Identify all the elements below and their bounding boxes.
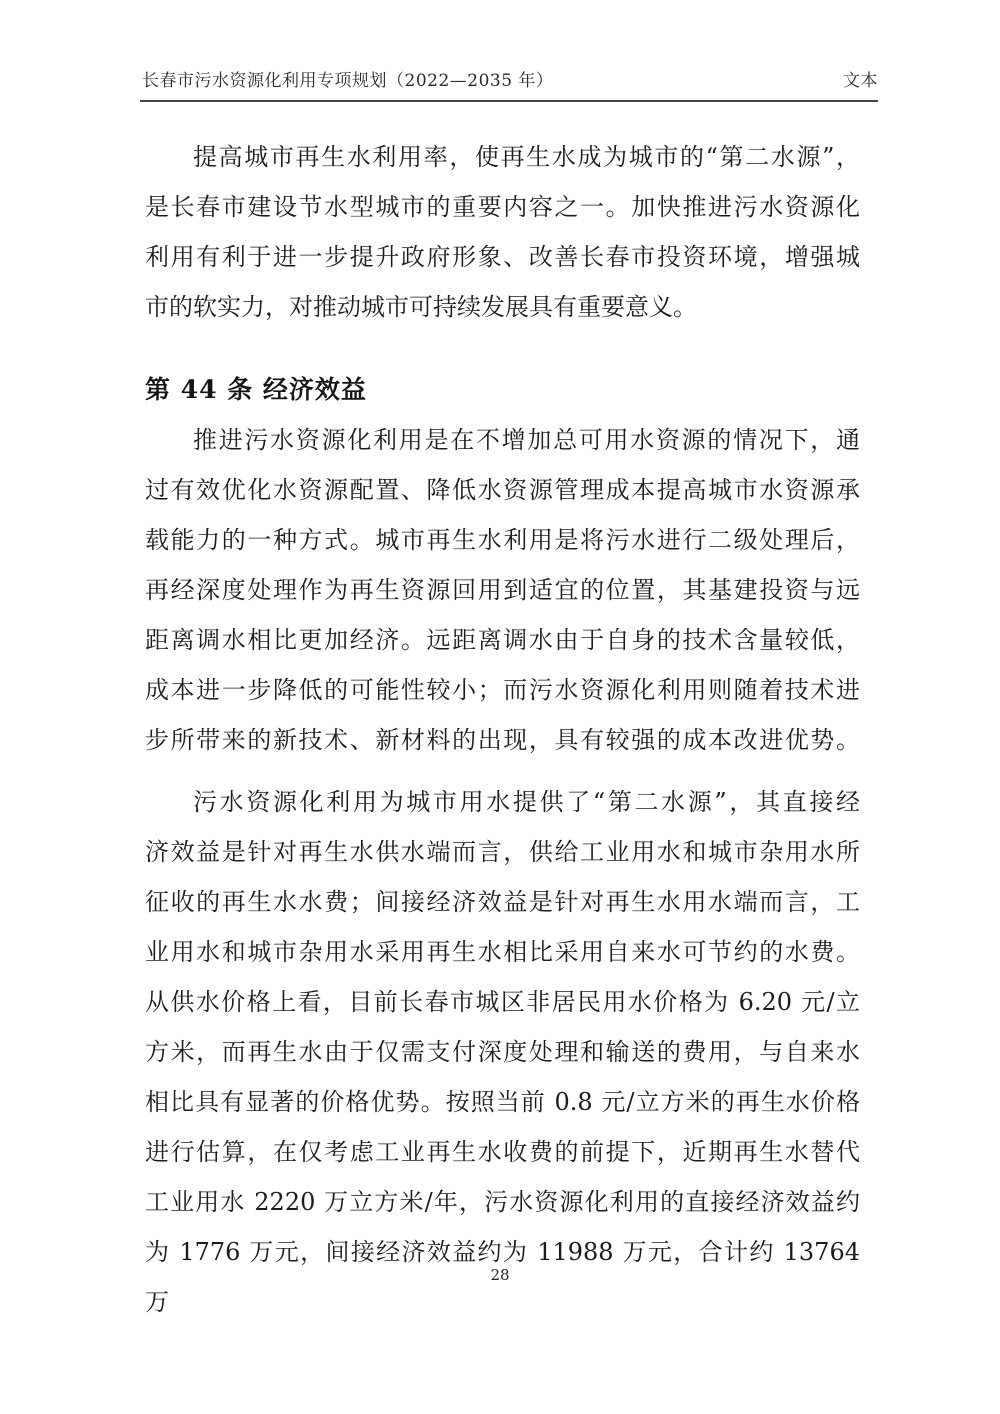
text-line: 推进污水资源化利用是在不增加总可用水资源的情况下，通 [193, 426, 860, 454]
page-number: 28 [490, 1266, 510, 1284]
paragraph-intro [145, 132, 860, 332]
header-doc-type-label: 文本 [843, 71, 878, 91]
page-footer [0, 1266, 1000, 1284]
text-line: 提高城市再生水利用率，使再生水成为城市的“第二水源”， [193, 143, 860, 171]
text-line: 载能力的一种方式。城市再生水利用是将污水进行二级处理后， [145, 526, 860, 554]
text-line: 再经深度处理作为再生资源回用到适宜的位置，其基建投资与远 [145, 576, 860, 604]
text-line: 步所带来的新技术、新材料的出现，具有较强的成本改进优势。 [145, 726, 860, 754]
page-header [142, 0, 878, 92]
text-line: 成本进一步降低的可能性较小；而污水资源化利用则随着技术进 [145, 676, 860, 704]
text-line: 方米，而再生水由于仅需支付深度处理和输送的费用，与自来水 [145, 1038, 860, 1066]
text-line: 过有效优化水资源配置、降低水资源管理成本提高城市水资源承 [145, 476, 860, 504]
text-line: 进行估算，在仅考虑工业再生水收费的前提下，近期再生水替代 [145, 1138, 860, 1166]
text-line: 从供水价格上看，目前长春市城区非居民用水价格为 6.20 元/立 [145, 988, 860, 1016]
text-line: 工业用水 2220 万立方米/年，污水资源化利用的直接经济效益约 [145, 1188, 860, 1216]
header-title: 长春市污水资源化利用专项规划（2022—2035 年） [142, 71, 554, 91]
section-heading-article-44: 第 44 条 经济效益 [145, 375, 367, 404]
text-line: 相比具有显著的价格优势。按照当前 0.8 元/立方米的再生水价格 [145, 1088, 860, 1116]
text-line: 业用水和城市杂用水采用再生水相比采用自来水可节约的水费。 [145, 938, 860, 966]
text-line: 距离调水相比更加经济。远距离调水由于自身的技术含量较低， [145, 626, 860, 654]
text-line: 为 1776 万元，间接经济效益约为 11988 万元，合计约 13764 万 [145, 1238, 860, 1316]
text-line: 污水资源化利用为城市用水提供了“第二水源”，其直接经 [193, 788, 860, 816]
paragraph-economic-1 [145, 415, 860, 765]
text-line: 济效益是针对再生水供水端而言，供给工业用水和城市杂用水所 [145, 838, 860, 866]
text-line: 是长春市建设节水型城市的重要内容之一。加快推进污水资源化 [145, 193, 860, 221]
header-rule [140, 100, 878, 102]
paragraph-economic-2 [145, 777, 860, 1327]
text-line: 利用有利于进一步提升政府形象、改善长春市投资环境，增强城 [145, 243, 860, 271]
document-body [145, 132, 860, 1327]
text-line: 征收的再生水水费；间接经济效益是针对再生水用水端而言，工 [145, 888, 860, 916]
text-line: 市的软实力，对推动城市可持续发展具有重要意义。 [145, 293, 697, 321]
